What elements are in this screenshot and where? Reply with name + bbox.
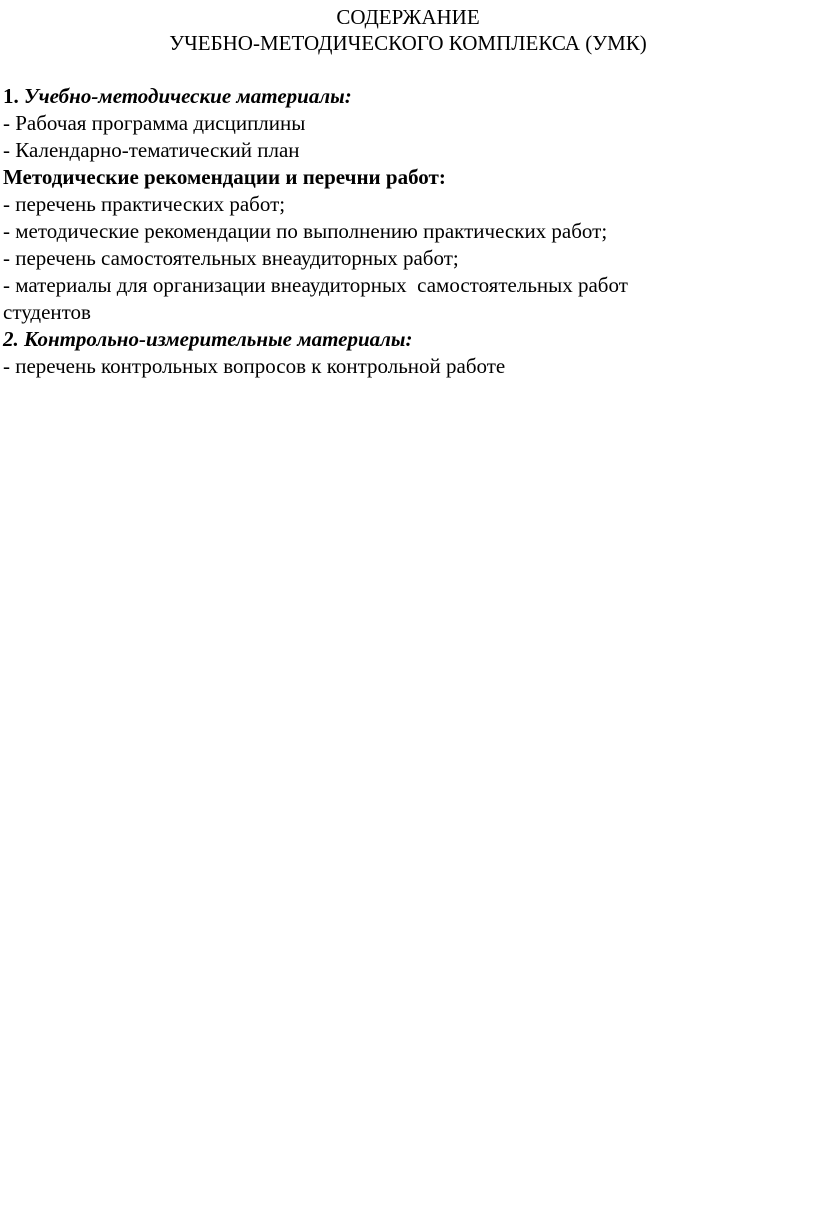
section2-item: - перечень контрольных вопросов к контрольной работе (3, 354, 506, 378)
document-content (3, 83, 803, 380)
methodical-item: - перечень самостоятельных внеаудиторных работ; (3, 246, 459, 270)
methodical-item-continuation: студентов (3, 300, 91, 324)
section1-heading (3, 83, 803, 110)
section1-title: Учебно-методические материалы: (18, 84, 352, 108)
document-title-line2: УЧЕБНО-МЕТОДИЧЕСКОГО КОМПЛЕКСА (УМК) (169, 31, 647, 55)
section1-item: - Рабочая программа дисциплины (3, 111, 306, 135)
section1-item: - Календарно-тематический план (3, 138, 300, 162)
section1-number: 1. (3, 84, 19, 108)
document-title-line1: СОДЕРЖАНИЕ (336, 5, 480, 29)
methodical-heading: Методические рекомендации и перечни работ: (3, 165, 446, 189)
methodical-item: - методические рекомендации по выполнению практических работ; (3, 219, 608, 243)
methodical-item: - материалы для организации внеаудиторных самостоятельных работ (3, 273, 628, 297)
methodical-item: - перечень практических работ; (3, 192, 286, 216)
section2-heading: 2. Контрольно-измерительные материалы: (3, 327, 413, 351)
